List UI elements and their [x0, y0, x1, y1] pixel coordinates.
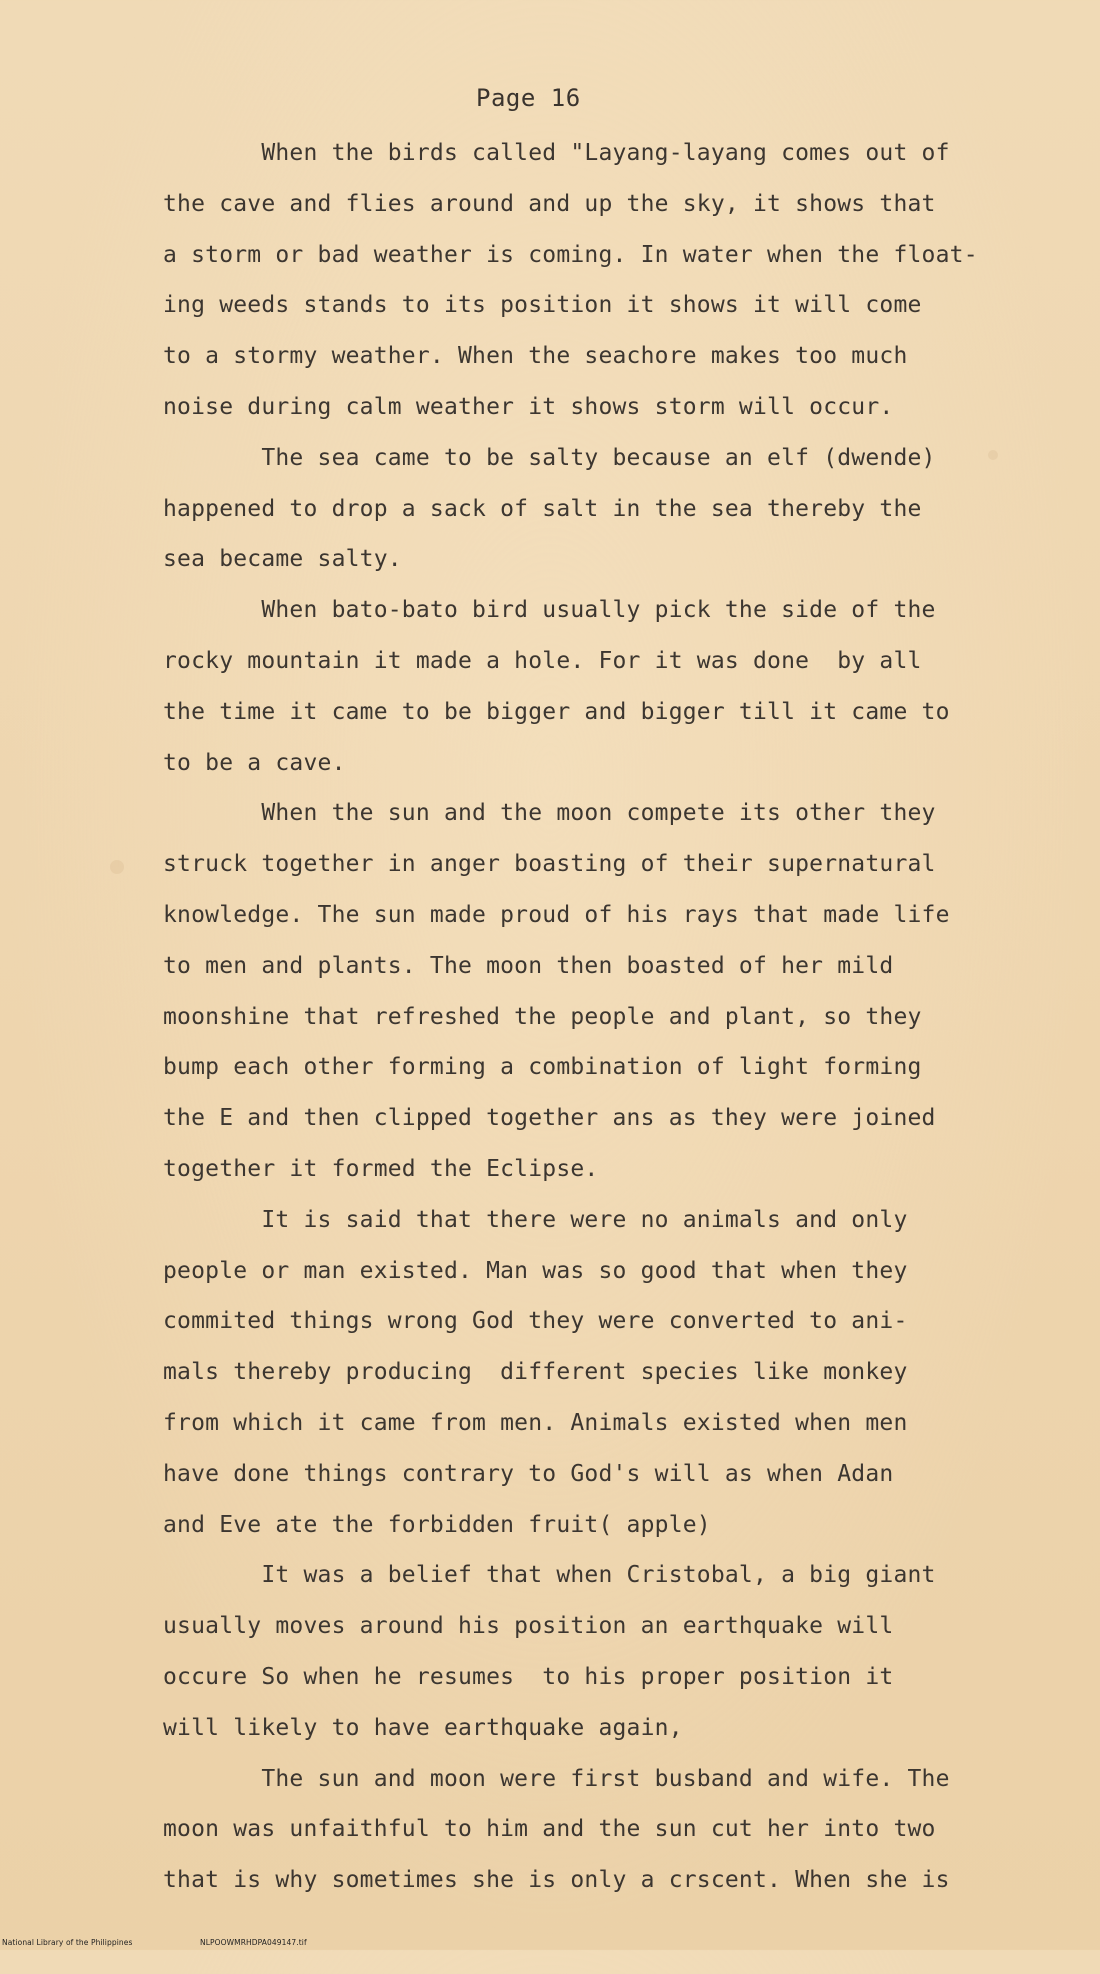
footer-caption [0, 1938, 307, 1974]
paper-stain [110, 860, 124, 874]
text-line: mals thereby producing different species like monkey [163, 1359, 908, 1386]
text-line: together it formed the Eclipse. [163, 1155, 599, 1182]
text-line: rocky mountain it made a hole. For it was done by all [163, 647, 922, 674]
text-line: When the sun and the moon compete its other they [163, 800, 936, 827]
library-credit: National Library of the Philippines [2, 1938, 133, 1947]
text-line: When the birds called "Layang-layang comes out of [163, 140, 950, 166]
page-number: Page 16 [476, 84, 581, 112]
text-line: moonshine that refreshed the people and plant, so they [163, 1003, 922, 1030]
text-line: The sun and moon were first busband and wife. The [163, 1765, 950, 1792]
text-line: to be a cave. [163, 749, 346, 776]
text-line: occure So when he resumes to his proper position it [163, 1663, 894, 1690]
text-line: the time it came to be bigger and bigger till it came to [163, 698, 950, 725]
text-line: people or man existed. Man was so good that when they [163, 1257, 908, 1284]
text-line: the cave and flies around and up the sky, it shows that [163, 190, 936, 217]
text-line: and Eve ate the forbidden fruit( apple) [163, 1511, 711, 1538]
text-line: from which it came from men. Animals existed when men [163, 1409, 908, 1436]
text-line: the E and then clipped together ans as they were joined [163, 1105, 936, 1132]
text-line: usually moves around his position an earthquake will [163, 1613, 894, 1640]
text-line: bump each other forming a combination of light forming [163, 1054, 922, 1081]
text-line: that is why sometimes she is only a crscent. When she is [163, 1867, 950, 1894]
typed-text-body [163, 128, 1063, 1906]
text-line: When bato-bato bird usually pick the side of the [163, 597, 936, 624]
file-identifier: NLPOOWMRHDPA049147.tif [200, 1938, 307, 1947]
text-line: It was a belief that when Cristobal, a big giant [163, 1562, 936, 1589]
text-line: ing weeds stands to its position it shows it will come [163, 292, 922, 319]
text-line: noise during calm weather it shows storm will occur. [163, 393, 894, 420]
text-line: to men and plants. The moon then boasted of her mild [163, 952, 894, 979]
text-line: a storm or bad weather is coming. In water when the float- [163, 241, 978, 268]
text-line: sea became salty. [163, 546, 402, 573]
text-line: will likely to have earthquake again, [163, 1714, 683, 1741]
text-line: moon was unfaithful to him and the sun cut her into two [163, 1816, 936, 1843]
text-line: to a stormy weather. When the seachore makes too much [163, 343, 908, 370]
text-line: happened to drop a sack of salt in the sea thereby the [163, 495, 922, 522]
text-line: knowledge. The sun made proud of his rays that made life [163, 901, 950, 928]
text-line: The sea came to be salty because an elf (dwende) [163, 444, 936, 471]
text-line: It is said that there were no animals and only [163, 1206, 908, 1233]
text-line: have done things contrary to God's will as when Adan [163, 1460, 894, 1487]
text-line: struck together in anger boasting of their supernatural [163, 851, 936, 878]
text-line: commited things wrong God they were converted to ani- [163, 1308, 908, 1335]
